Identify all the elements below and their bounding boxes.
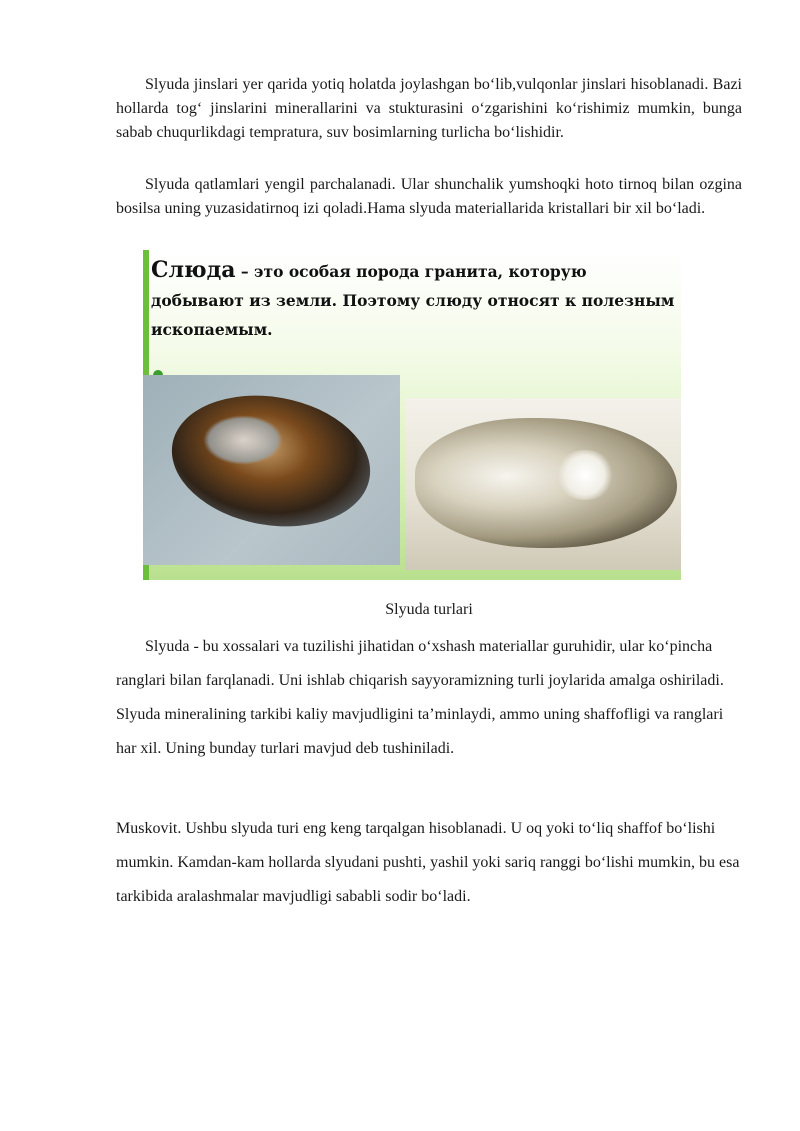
paragraph-mica-occurrence: Slyuda jinslari yer qarida yotiq holatda joylashgan bo‘lib,vulqonlar jinslari hisoblanadi. Bazi hollarda tog‘ jinslarini minerallarini va stukturasini o‘zgarishini ko‘rishimiz mumkin, bunga sabab chuqurlikdagi tempratura, suv bosimlarning turlicha bo‘lishidir. bbox=[116, 76, 742, 141]
figure-caption: Slyuda turlari bbox=[385, 601, 473, 618]
mica-figure bbox=[143, 250, 681, 580]
mica-sheen bbox=[555, 450, 615, 500]
mica-photo-dark bbox=[143, 375, 400, 565]
mica-sheen bbox=[203, 415, 283, 465]
figure-title bbox=[151, 256, 676, 344]
paragraph-muscovite: Muskovit. Ushbu slyuda turi eng keng tarqalgan hisoblanadi. U oq yoki to‘liq shaffof bo‘lishi mumkin. Kamdan-kam hollarda slyudani pushti, yashil yoki sariq ranggi bo‘lishi mumkin, bu esa tarkibida aralashmalar mavjudligi sababli sodir bo‘ladi. bbox=[116, 820, 740, 905]
paragraph-mica-types: Slyuda - bu xossalari va tuzilishi jihatidan o‘xshash materiallar guruhidir, ular ko‘pincha ranglari bilan farqlanadi. Uni ishlab chiqarish sayyoramizning turli joylarida amalga oshiriladi. Slyuda mineralining tarkibi kaliy mavjudligini ta’minlaydi, ammo uning shaffofligi va ranglari har xil. Uning bunday turlari mavjud deb tushiniladi. bbox=[116, 638, 724, 757]
paragraph-mica-layers: Slyuda qatlamlari yengil parchalanadi. Ular shunchalik yumshoqki hoto tirnoq bilan ozgina bosilsa uning yuzasidatirnoq izi qoladi.Hama slyuda materiallarida kristallari bir xil bo‘ladi. bbox=[116, 176, 742, 217]
figure-title-rest: – это особая порода гранита, которую добывают из земли. Поэтому слюду относят к полезным ископаемым. bbox=[151, 262, 675, 339]
dark-mica-specimen bbox=[161, 381, 380, 542]
mica-photo-light bbox=[405, 398, 681, 570]
light-mica-specimen bbox=[415, 418, 677, 548]
leaf-decoration bbox=[520, 568, 681, 580]
figure-title-word: Слюда bbox=[151, 257, 236, 283]
